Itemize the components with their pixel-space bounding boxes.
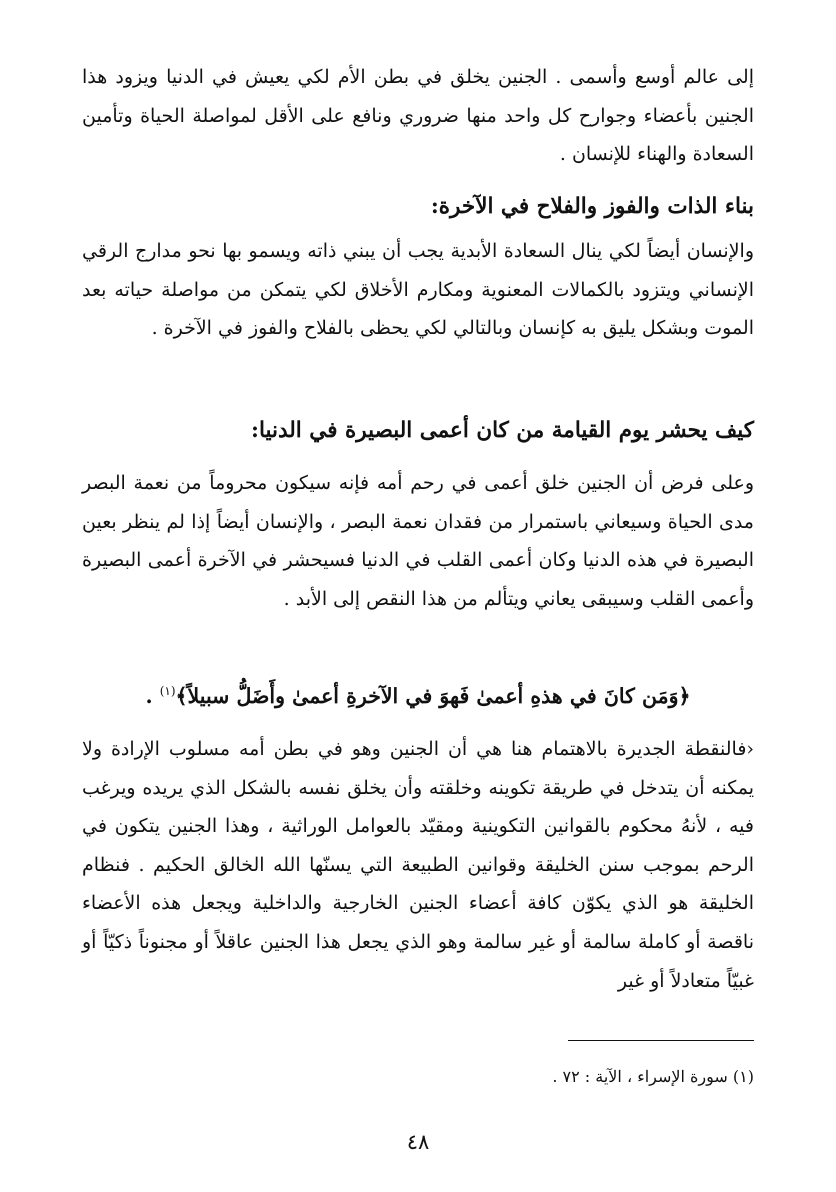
- footnote-marker: (١): [159, 684, 176, 698]
- verse-end: .: [145, 683, 160, 708]
- section-heading-blind-insight: [82, 416, 754, 446]
- paragraph-text: والإنسان أيضاً لكي ينال السعادة الأبدية يجب أن يبني ذاته ويسمو بها نحو مدارج الرقي الإنساني ويتزود بالكمالات المعنوية ومكارم الأخلاق لكي يتمكن من مواصلة حياته بعد الموت وبشكل يليق به كإنسان وبالتالي لكي يحظى بالفلاح والفوز في الآخرة .: [82, 240, 754, 340]
- heading-text: بناء الذات والفوز والفلاح في الآخرة:: [430, 194, 754, 219]
- paragraph-text: إلى عالم أوسع وأسمى . الجنين يخلق في بطن الأم لكي يعيش في الدنيا ويزود هذا الجنين بأعضاء وجوارح كل واحد منها ضروري ونافع على الأقل لمواصلة الحياة وتأمين السعادة والهناء للإنسان .: [82, 66, 754, 166]
- footnote: [82, 1064, 754, 1090]
- verse-line: [82, 676, 754, 711]
- paragraph-embryo-will: [82, 730, 754, 1000]
- paragraph-intro: [82, 58, 754, 174]
- paragraph-blind-insight: [82, 464, 754, 618]
- heading-text: كيف يحشر يوم القيامة من كان أعمى البصيرة في الدنيا:: [251, 418, 754, 443]
- section-heading-self-building: [82, 192, 754, 222]
- footnote-divider: [568, 1040, 754, 1041]
- page-number: ٤٨: [406, 1130, 430, 1154]
- quran-verse: [82, 676, 754, 711]
- paragraph-text: وعلى فرض أن الجنين خلق أعمى في رحم أمه فإنه سيكون محروماً من نعمة البصر مدى الحياة وسيعاني باستمرار من فقدان نعمة البصر ، والإنسان أيضاً إذا لم ينظر بعين البصيرة في هذه الدنيا وكان أعمى القلب في الدنيا فسيحشر في الآخرة أعمى البصيرة وأعمى القلب وسيبقى يعاني ويتألم من هذا النقص إلى الأبد .: [82, 472, 754, 610]
- paragraph-text: ‹فالنقطة الجديرة بالاهتمام هنا هي أن الجنين وهو في بطن أمه مسلوب الإرادة ولا يمكنه أن يتدخل في طريقة تكوينه وخلقته وأن يخلق نفسه بالشكل الذي يريده ويرغب فيه ، لأنهُ محكوم بالقوانين التكوينية ومقيّد بالعوامل الوراثية ، وهذا الجنين يتكون في الرحم بموجب سنن الخليقة وقوانين الطبيعة التي يسنّها الله الخالق الحكيم . فنظام الخليقة هو الذي يكوّن كافة أعضاء الجنين الخارجية والداخلية ويجعل هذه الأعضاء ناقصة أو كاملة سالمة أو غير سالمة وهو الذي يجعل هذا الجنين عاقلاً أو مجنوناً ذكيّاً أو غبيّاً متعادلاً أو غير: [82, 738, 754, 992]
- paragraph-self-building: [82, 232, 754, 348]
- verse-text: ﴿وَمَن كانَ في هذهِ أعمىٰ فَهوَ في الآخرةِ أعمىٰ وأَضَلُّ سبيلاً﴾: [175, 683, 691, 708]
- footnote-text: (١) سورة الإسراء ، الآية : ٧٢ .: [552, 1067, 754, 1086]
